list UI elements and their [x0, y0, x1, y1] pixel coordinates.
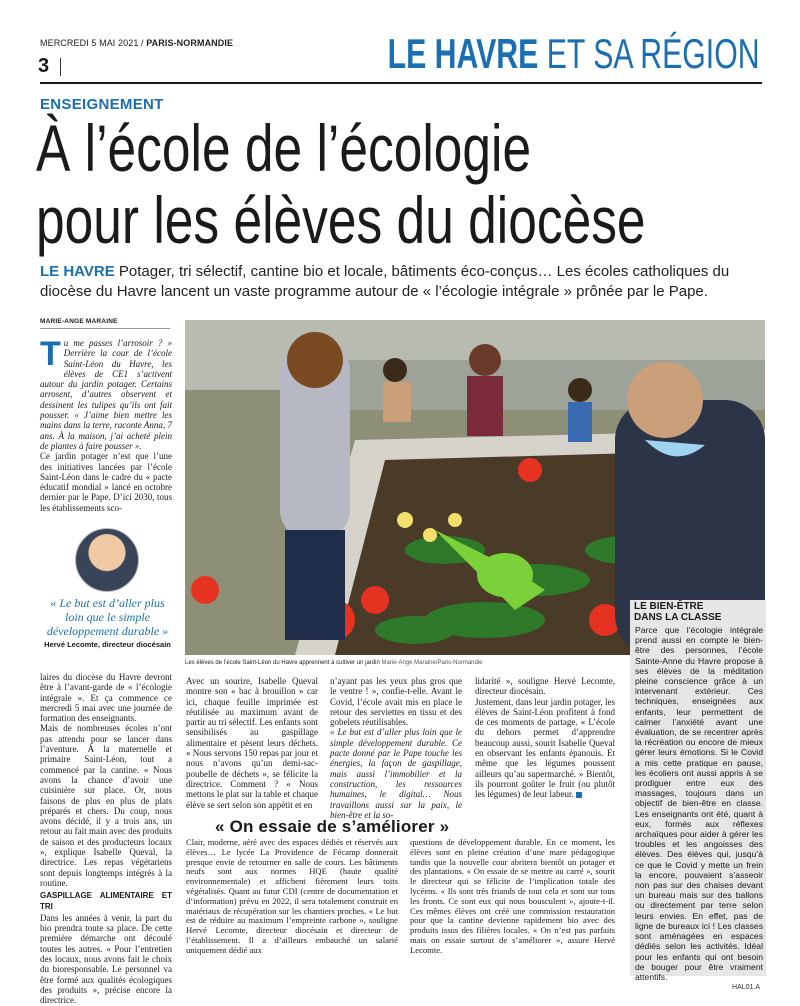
page-divider [60, 58, 61, 76]
subhead: GASPILLAGE ALIMENTAIRE ET TRI [40, 891, 172, 911]
footer-code: HAL01.A [731, 984, 760, 991]
header-rule [40, 82, 762, 84]
box-column-2: questions de développement durable. En ce moment, les élèves sont en pleine création d’une mare pédagogique tandis que la nouvelle cour abritera bientôt un potager et des plantations. « On essaie de se mettre au carré », sourit le directeur qui se félicite de l’implication totale des lycéens. « Ils sont très friands de tout cela et sont sur tous les fronts. Ce sont eux qui nous bousculent », ajoute-t-il. Ces mêmes élèves ont créé une commission restauration pour que la cantine devienne rapidement bio avec des produits issus des filières locales. « On n’est pas parfaits mais on essaie surtout de s’améliorer », assure Hervé Lecomte. [410, 837, 615, 955]
photo-caption: Les élèves de l’école Saint-Léon du Havre apprennent à cultiver un jardin Marie-Ange Maraine/Paris-Normandie [185, 660, 483, 666]
newspaper-name: PARIS-NORMANDIE [146, 38, 234, 48]
portrait-photo [75, 528, 139, 592]
article-kicker: ENSEIGNEMENT [40, 96, 164, 113]
issue-date: MERCREDI 5 MAI 2021 / PARIS-NORMANDIE [40, 38, 234, 48]
article-lead: LE HAVRE Potager, tri sélectif, cantine bio et locale, bâtiments éco-conçus… Les écoles catholiques du diocèse du Havre lancent un vaste programme autour de « l’écologie intégrale » prônée par le Pape. [40, 263, 730, 300]
byline: MARIE-ANGE MARAINE [40, 318, 118, 325]
box-column-1: Clair, moderne, aéré avec des espaces dédiés et réservés aux élèves… Le lycée La Providence de Fécamp donnerait presque envie de retourner en salle de cours. Les bâtiments neufs sont aux normes HQE (haute qualité environnementale) et affichent fièrement leurs toits végétalisés. Quant au futur CDI (centre de documentation et d’information) prévu en 2022, il sera totalement construit en matériaux de récupération sur les chantiers proches. « Le but est de réduire au maximum l’empreinte carbone », souligne Hervé Lecomte, directeur diocésain et directeur de l’établissement. Il a d’ailleurs embauché un salarié uniquement dédié aux [186, 837, 398, 955]
column-3: n’ayant pas les yeux plus gros que le ventre ! », confie-t-elle. Avant le Covid, l’école avait mis en place le retour des serviettes en tissu et des gobelets réutilisables. « Le but est d’aller plus loin que le simple développement durable. Ce pacte donné par le Pape touche les énergies, la façon de gaspillage, mais aussi l’immobilier et la construction, les ressources humaines, le digital… Nous travaillons aussi sur la paix, le bien-être et la so- [330, 676, 462, 820]
article-headline: À l’école de l’écologie pour les élèves du diocèse [36, 111, 646, 257]
end-mark [576, 792, 582, 798]
pull-quote: « Le but est d’aller plus loin que le simple développement durable » [46, 596, 169, 638]
pull-quote-author: Hervé Lecomte, directeur diocésain [44, 640, 171, 649]
column-4: lidarité », souligne Hervé Lecomte, directeur diocésain. Justement, dans leur jardin potager, les élèves de Saint-Léon profitent à fond de ces moments de partage. « L’école du dehors permet d’apprendre beaucoup aussi, sourit Isabelle Queval en observant les enfants épanouis. Et même que les légumes poussent ailleurs qu’au supermarché. » Bientôt, ils pourront goûter le fruit (ou plutôt les légumes) de leur labeur. [475, 676, 615, 800]
sidebar-title: LE BIEN-ÊTRE DANS LA CLASSE [634, 601, 722, 623]
column-1-bottom: laires du diocèse du Havre devront être à l’avant-garde de « l’écologie intégrale ». Et ça commence ce mercredi 5 mai avec une journée de formation des enseignants. Mais de nombreuses écoles n’ont pas attendu pour se lancer dans l’aventure. À la maternelle et primaire Saint-Léon, tout a commencé par la cantine. « Nous avons la chance d’avoir une cuisinière sur place. Or, nous faisons de plus en plus de plats préparés et chers. Du coup, nous avons décidé, il y a trois ans, un retour au fait main avec des produits de saison et des producteurs locaux », explique Isabelle Queval, la directrice. Les repas végétariens sont depuis longtemps intégrés à la routine. GASPILLAGE ALIMENTAIRE ET TRI Dans les années à venir, la part du bio prendra toute sa place. De cette première démarche ont découlé toutes les autres. « Pour l’entretien des locaux, nous avons fait le choix du bioresponsable. Le personnel va être formé aux qualités écologiques des produits », précise encore la directrice. [40, 672, 172, 1006]
photo-credit: Marie-Ange Maraine/Paris-Normandie [381, 660, 483, 666]
column-1-top: Tu me passes l’arrosoir ? » Derrière la cour de l’école Saint-Léon du Havre, les élèves de CE1 s’activent autour du jardin potager. Certains arrosent, d’autres observent et dessinent les tulipes qu’ils ont fait pousser. « J’aime bien mettre les mains dans la terre, raconte Anna, 7 ans. À la maison, j’ai acheté plein de plantes à faire pousser ». Ce jardin potager n’est que l’une des initiatives lancées par l’école Saint-Léon dans le cadre du « pacte éducatif mondial » lancé en octobre dernier par le Pape. D’ici 2030, tous les établissements sco- [40, 335, 172, 513]
section-title: LE HAVRE ET SA RÉGION [388, 30, 760, 77]
byline-rule [40, 328, 170, 329]
page-number: 3 [38, 55, 50, 77]
box-title: « On essaie de s’améliorer » [215, 817, 450, 836]
drop-cap: T [40, 335, 61, 373]
sidebar-text: Parce que l’écologie intégrale prend aussi en compte le bien-être des personnes, l’école Sainte-Anne du Havre propose à ses élèves de la méditation pleine conscience grâce à un intervenant extérieur. Ces techniques, enseignées aux enfants, leur permettent de calmer l’anxiété avant une évaluation, de se recentrer après la récréation ou encore de mieux gérer leurs émotions. Si le Covid a mis cette pratique en pause, les écoliers ont aussi appris à se prodiguer entre eux des massages, toujours dans un objectif de bien-être en classe. Les enseignants ont été, quant à eux, formés aux réflexes archaïques pour aider à gérer les troubles et les angoisses des élèves. Des élèves qui, jusqu’à ce que le Covid y mette un frein la encore, pouvaient s’asseoir non pas sur des chaises devant un bureau mais sur des ballons ou directement par terre selon leurs envies. En effet, pas de ligne de bureaux ici ! Les classes sont aménagées en espaces dédiés selon les activités. Idéal pour les enfants qui ont besoin de bouger pour être vraiment attentifs. [635, 625, 763, 982]
column-2: Avec un sourire, Isabelle Queval montre son « bac à brouillon » car ici, chaque feuille imprimée est réutilisée au maximum avant de partir au tri sélectif. Les enfants sont sensibilisés au gaspillage alimentaire et pèsent leurs déchets. « Nous servons 150 repas par jour et nous n’avons qu’un demi-sac-poubelle de déchets », se félicite la directrice. Comment ? « Nous mettons le plat sur la table et chaque élève se sert selon son appétit et en [186, 676, 318, 810]
